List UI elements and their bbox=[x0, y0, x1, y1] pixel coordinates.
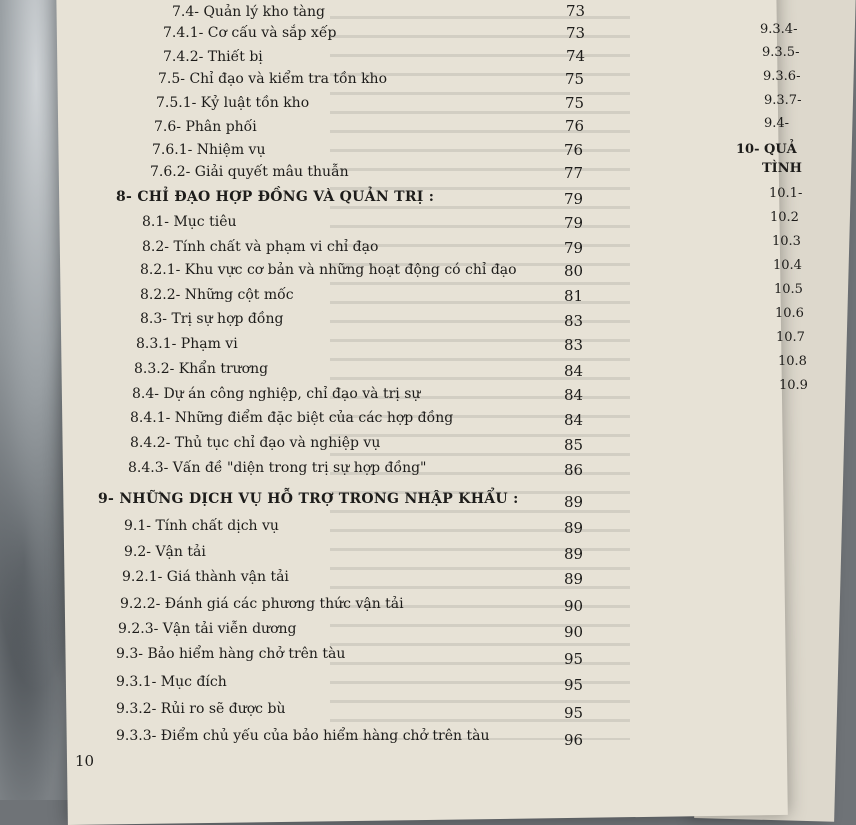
toc-page-number: 84 bbox=[564, 362, 584, 380]
toc-entry: 7.6.2- Giải quyết mâu thuẫn bbox=[150, 164, 349, 180]
toc-section-heading: 9- NHỮNG DỊCH VỤ HỖ TRỢ TRONG NHẬP KHẨU : bbox=[98, 491, 519, 507]
toc-entry: 7.4- Quản lý kho tàng bbox=[172, 4, 325, 20]
toc-entry: 8.2.2- Những cột mốc bbox=[140, 287, 294, 303]
right-toc-entry: 10.1- bbox=[769, 186, 803, 201]
right-toc-entry: 10.5 bbox=[774, 282, 803, 297]
toc-page-number: 84 bbox=[564, 411, 584, 429]
toc-page-number: 89 bbox=[564, 570, 584, 588]
toc-page-number: 86 bbox=[564, 461, 584, 479]
toc-entry: 9.3.1- Mục đích bbox=[116, 674, 227, 690]
toc-page-number: 95 bbox=[564, 704, 584, 722]
toc-entry: 8.4.3- Vấn đề "diện trong trị sự hợp đồng" bbox=[128, 460, 427, 476]
toc-entry: 7.6- Phân phối bbox=[154, 119, 257, 135]
right-toc-entry: 10.4 bbox=[773, 258, 802, 273]
toc-page-number: 76 bbox=[565, 117, 585, 135]
toc-entry: 7.4.2- Thiết bị bbox=[163, 49, 263, 65]
right-toc-heading: 10- QUẢ bbox=[736, 142, 797, 157]
right-toc-entry: 10.9 bbox=[779, 378, 808, 393]
toc-section-heading: 8- CHỈ ĐẠO HỢP ĐỒNG VÀ QUẢN TRỊ : bbox=[116, 189, 435, 205]
right-toc-entry: 9.4- bbox=[764, 116, 790, 131]
toc-page-number: 89 bbox=[564, 493, 584, 511]
toc-entry: 7.6.1- Nhiệm vụ bbox=[152, 142, 266, 158]
toc-page-number: 96 bbox=[564, 731, 584, 749]
toc-page-number: 80 bbox=[564, 262, 584, 280]
toc-page-number: 73 bbox=[566, 24, 586, 42]
toc-page-number: 89 bbox=[564, 519, 584, 537]
toc-page-number: 90 bbox=[564, 623, 584, 641]
toc-page-number: 85 bbox=[564, 436, 584, 454]
toc-page-number: 95 bbox=[564, 676, 584, 694]
toc-page-number: 75 bbox=[565, 70, 585, 88]
toc-entry: 7.4.1- Cơ cấu và sắp xếp bbox=[163, 25, 337, 41]
toc-page-number: 79 bbox=[564, 239, 584, 257]
page-number: 10 bbox=[75, 752, 95, 770]
right-toc-entry: 9.3.6- bbox=[763, 69, 801, 84]
toc-page-number: 89 bbox=[564, 545, 584, 563]
toc-entry: 8.1- Mục tiêu bbox=[142, 214, 237, 230]
toc-entry: 7.5- Chỉ đạo và kiểm tra tồn kho bbox=[158, 71, 387, 87]
toc-page-number: 79 bbox=[564, 214, 584, 232]
toc-page-number: 81 bbox=[564, 287, 584, 305]
toc-entry: 7.5.1- Kỷ luật tồn kho bbox=[156, 95, 310, 111]
toc-entry: 8.4.2- Thủ tục chỉ đạo và nghiệp vụ bbox=[130, 435, 381, 451]
right-toc-entry: 10.3 bbox=[772, 234, 801, 249]
right-toc-entry: 10.7 bbox=[776, 330, 805, 345]
right-toc-entry: 10.6 bbox=[775, 306, 804, 321]
toc-entry: 9.2.3- Vận tải viễn dương bbox=[118, 621, 297, 637]
toc-page-number: 90 bbox=[564, 597, 584, 615]
toc-page-number: 79 bbox=[564, 190, 584, 208]
toc-page-number: 73 bbox=[566, 2, 586, 20]
toc-entry: 8.3.2- Khẩn trương bbox=[134, 361, 269, 377]
toc-entry: 8.2- Tính chất và phạm vi chỉ đạo bbox=[142, 239, 379, 255]
toc-page-number: 95 bbox=[564, 650, 584, 668]
right-toc-entry: 9.3.7- bbox=[764, 93, 802, 108]
toc-entry: 9.2.2- Đánh giá các phương thức vận tải bbox=[120, 596, 404, 612]
right-toc-entry: 10.2 bbox=[770, 210, 799, 225]
toc-entry: 9.3.3- Điểm chủ yếu của bảo hiểm hàng chở trên tàu bbox=[116, 728, 490, 744]
toc-page-number: 74 bbox=[566, 47, 586, 65]
toc-entry: 9.2- Vận tải bbox=[124, 544, 206, 560]
right-toc-entry: 9.3.4- bbox=[760, 22, 798, 37]
right-toc-entry: 9.3.5- bbox=[762, 45, 800, 60]
toc-entry: 9.1- Tính chất dịch vụ bbox=[124, 518, 279, 534]
toc-entry: 8.4- Dự án công nghiệp, chỉ đạo và trị sự bbox=[132, 386, 421, 402]
toc-page-number: 76 bbox=[564, 141, 584, 159]
toc-entry: 8.2.1- Khu vực cơ bản và những hoạt động có chỉ đạo bbox=[140, 262, 517, 278]
toc-page-number: 83 bbox=[564, 336, 584, 354]
toc-entry: 8.4.1- Những điểm đặc biệt của các hợp đồng bbox=[130, 410, 454, 426]
toc-entry: 9.3- Bảo hiểm hàng chở trên tàu bbox=[116, 646, 346, 662]
toc-entry: 8.3.1- Phạm vi bbox=[136, 336, 238, 352]
toc-entry: 9.2.1- Giá thành vận tải bbox=[122, 569, 289, 585]
toc-page-number: 83 bbox=[564, 312, 584, 330]
right-toc-heading: TÌNH bbox=[762, 161, 802, 176]
toc-entry: 8.3- Trị sự hợp đồng bbox=[140, 311, 284, 327]
toc-page-number: 75 bbox=[565, 94, 585, 112]
right-toc-entry: 10.8 bbox=[778, 354, 807, 369]
toc-page-number: 77 bbox=[564, 164, 584, 182]
toc-entry: 9.3.2- Rủi ro sẽ được bù bbox=[116, 701, 286, 717]
toc-page-number: 84 bbox=[564, 386, 584, 404]
